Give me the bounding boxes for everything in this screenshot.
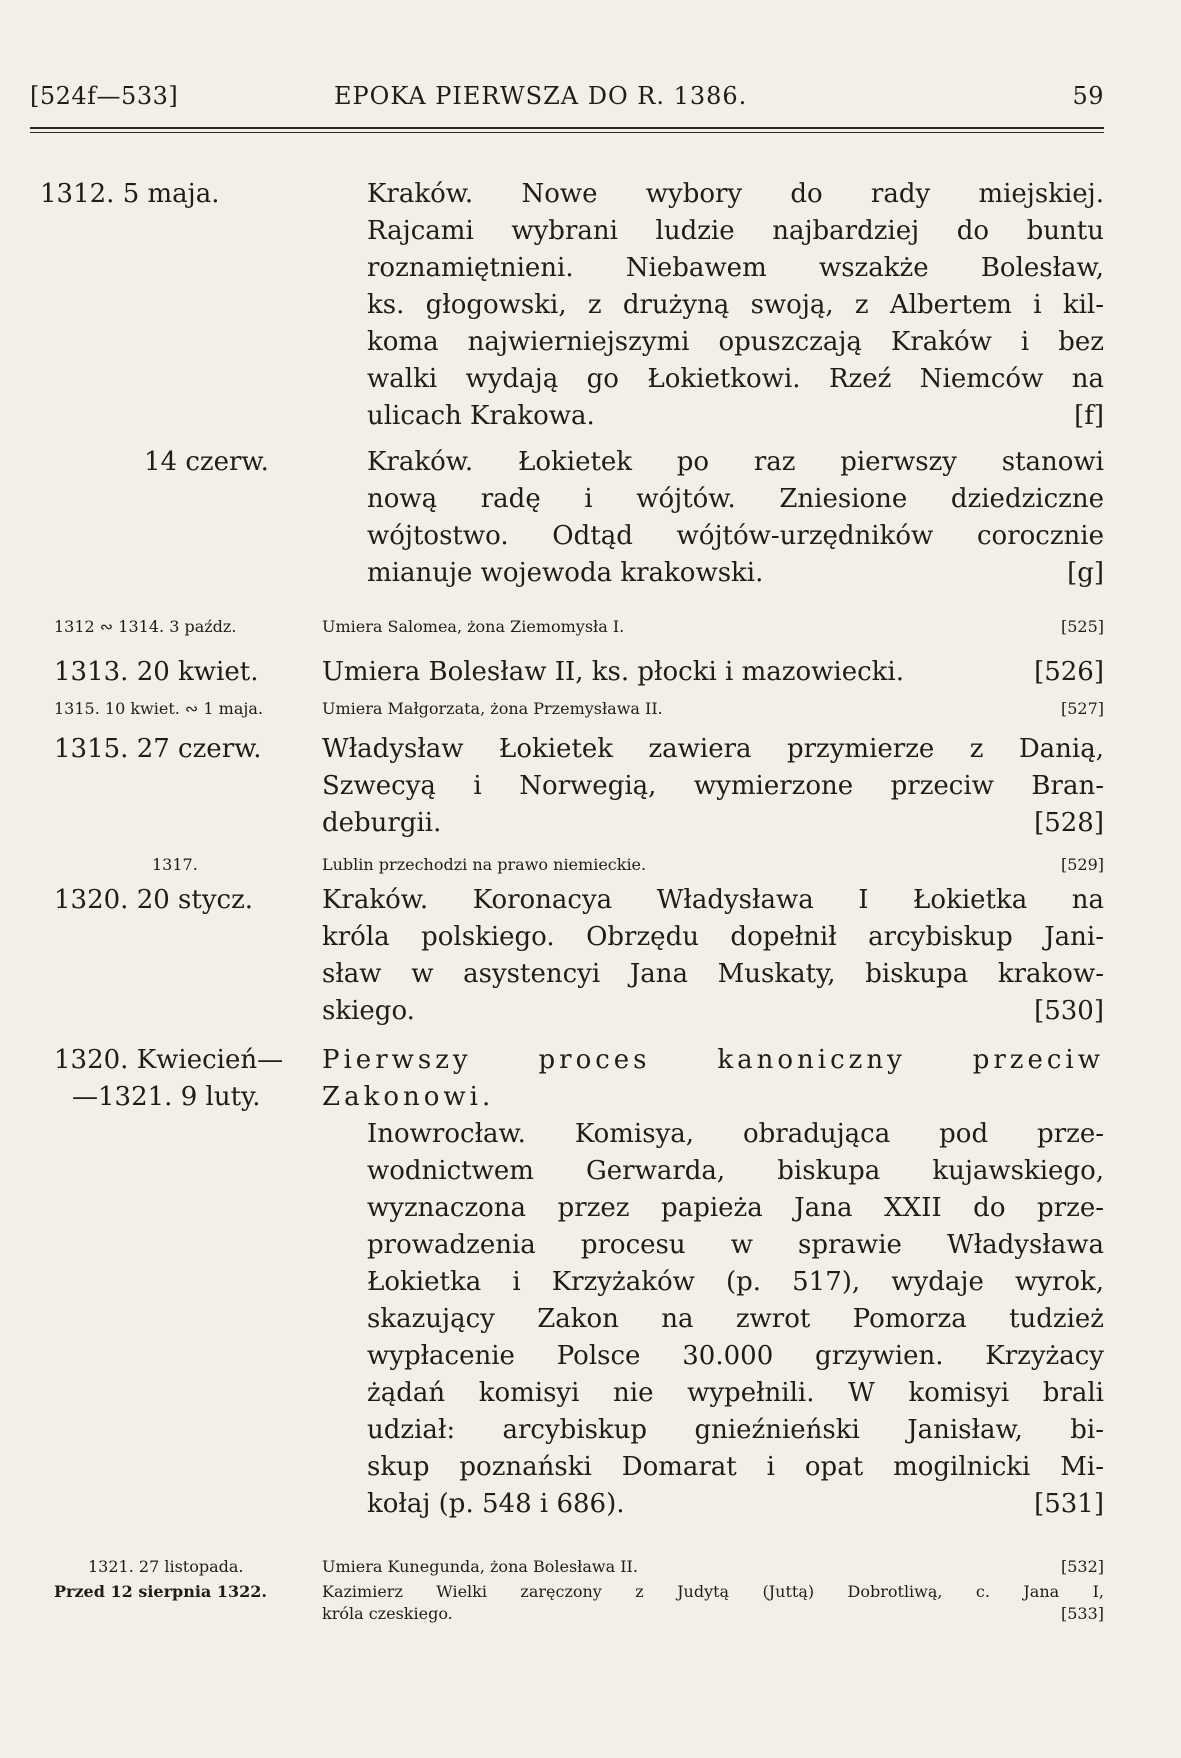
text-line: skiego. (322, 996, 415, 1026)
entry-text (322, 1581, 1104, 1625)
header-rule-thin (30, 132, 1104, 133)
entry-ref: [530] (1034, 996, 1104, 1026)
text-line: Rajcami wybrani ludzie najbardziej do buntu (367, 216, 1104, 246)
text-line: deburgii. (322, 808, 442, 838)
text-line: Szwecyą i Norwegią, wymierzone przeciw Bran- (322, 771, 1104, 801)
text-line: koma najwierniejszymi opuszczają Kraków i bez (367, 327, 1104, 357)
entry-date: Przed 12 sierpnia 1322. (54, 1582, 267, 1601)
text-line: walki wydają go Łokietkowi. Rzeź Niemców na (367, 364, 1104, 394)
date-line: 1320. Kwiecień— (54, 1045, 284, 1075)
text-line: sław w asystencyi Jana Muskaty, biskupa krakow- (322, 959, 1104, 989)
text-line: Umiera Kunegunda, żona Bolesława II. (322, 1557, 638, 1576)
text-line: Kraków. Łokietek po raz pierwszy stanowi (367, 447, 1104, 477)
text-line: Inowrocław. Komisya, obradująca pod prze- (367, 1119, 1104, 1149)
entry-text (322, 731, 1104, 842)
page-number: 59 (1072, 82, 1104, 110)
text-line: Kazimierz Wielki zaręczony z Judytą (Juttą) Dobrotliwą, c. Jana I, (322, 1582, 1104, 1601)
entry-date: 1320. 20 stycz. (54, 885, 254, 915)
text-line: króla polskiego. Obrzędu dopełnił arcybiskup Jani- (322, 922, 1104, 952)
entry-ref: [525] (1060, 617, 1104, 636)
entry-ref: [528] (1034, 808, 1104, 838)
entry-date: 1321. 27 listopada. (88, 1557, 244, 1576)
text-line: skazujący Zakon na zwrot Pomorza tudzież (367, 1304, 1104, 1334)
text-line: prowadzenia procesu w sprawie Władysława (367, 1230, 1104, 1260)
text-line: Umiera Salomea, żona Ziemomysła I. (322, 617, 625, 636)
entry-ref: [f] (1074, 401, 1104, 431)
entry-date (54, 1042, 283, 1116)
text-line: Kraków. Koronacya Władysława I Łokietka na (322, 885, 1104, 915)
text-line: Zakonowi. (322, 1082, 495, 1112)
header-range: [524f—533] (30, 82, 179, 110)
text-line: wodnictwem Gerwarda, biskupa kujawskiego, (367, 1156, 1104, 1186)
entry-ref: [526] (1034, 657, 1104, 687)
entry-ref: [g] (1067, 558, 1104, 588)
header-rule (30, 127, 1104, 129)
entry-date: 1315. 10 kwiet. ∾ 1 maja. (54, 699, 263, 718)
header-title: EPOKA PIERWSZA DO R. 1386. (334, 82, 748, 110)
text-line: mianuje wojewoda krakowski. (367, 558, 764, 588)
text-line: wyznaczona przez papieża Jana XXII do prze- (367, 1193, 1104, 1223)
entry-date: 14 czerw. (144, 447, 269, 477)
text-line: ulicach Krakowa. (367, 401, 595, 431)
text-line: wypłacenie Polsce 30.000 grzywien. Krzyżacy (367, 1341, 1104, 1371)
text-line: roznamiętnieni. Niebawem wszakże Bolesław, (367, 253, 1104, 283)
entry-text (322, 698, 1104, 720)
running-header (30, 82, 1104, 122)
entry-ref: [531] (1034, 1489, 1104, 1519)
text-line: Władysław Łokietek zawiera przymierze z Danią, (322, 734, 1104, 764)
entry-date: 1315. 27 czerw. (54, 734, 262, 764)
text-line: Łokietka i Krzyżaków (p. 517), wydaje wyrok, (367, 1267, 1104, 1297)
entry-text (322, 1556, 1104, 1578)
entry-date: 1312. 5 maja. (40, 179, 220, 209)
text-line: Umiera Małgorzata, żona Przemysława II. (322, 699, 663, 718)
text-line: nową radę i wójtów. Zniesione dziedziczne (367, 484, 1104, 514)
entry-ref: [527] (1060, 699, 1104, 718)
entry-text (322, 616, 1104, 638)
text-line: ks. głogowski, z drużyną swoją, z Albertem i kil- (367, 290, 1104, 320)
entry-text (367, 176, 1104, 435)
text-line: króla czeskiego. (322, 1604, 453, 1623)
entry-text (322, 1042, 1104, 1523)
entry-date: 1313. 20 kwiet. (54, 657, 259, 687)
text-line: żądań komisyi nie wypełnili. W komisyi brali (367, 1378, 1104, 1408)
entry-text (322, 654, 1104, 691)
text-line: Lublin przechodzi na prawo niemieckie. (322, 855, 647, 874)
text-line: Umiera Bolesław II, ks. płocki i mazowiecki. (322, 657, 904, 687)
entry-text (322, 882, 1104, 1030)
entry-date: 1317. (152, 855, 198, 874)
text-line: kołaj (p. 548 i 686). (367, 1489, 625, 1519)
text-line: udział: arcybiskup gnieźnieński Janisław, bi- (367, 1415, 1104, 1445)
entry-ref: [532] (1060, 1557, 1104, 1576)
date-line: —1321. 9 luty. (72, 1082, 261, 1112)
entry-ref: [529] (1060, 855, 1104, 874)
entry-date: 1312 ∾ 1314. 3 paźdz. (54, 617, 237, 636)
entry-ref: [533] (1060, 1604, 1104, 1623)
entry-text (322, 854, 1104, 876)
entry-text (367, 444, 1104, 592)
text-line: wójtostwo. Odtąd wójtów-urzędników corocznie (367, 521, 1104, 551)
text-line: Kraków. Nowe wybory do rady miejskiej. (367, 179, 1104, 209)
text-line: Pierwszy proces kanoniczny przeciw (322, 1045, 1104, 1075)
text-line: skup poznański Domarat i opat mogilnicki Mi- (367, 1452, 1104, 1482)
